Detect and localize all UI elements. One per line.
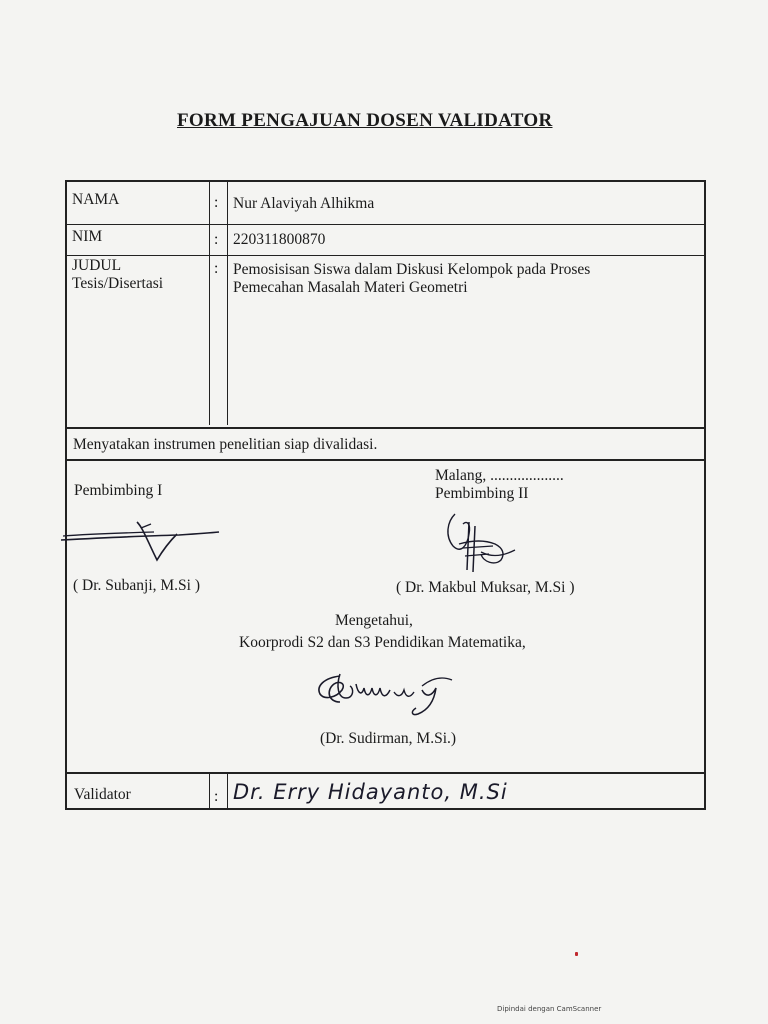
- judul-value-line-2: Pemecahan Masalah Materi Geometri: [233, 279, 468, 296]
- validator-colon: :: [214, 788, 219, 805]
- place-date: Malang, ...................: [435, 467, 564, 484]
- nama-value: Nur Alaviyah Alhikma: [233, 195, 375, 212]
- koorprodi-signature: [310, 664, 470, 724]
- judul-value-line-1: Pemosisisan Siswa dalam Diskusi Kelompok pada Proses: [233, 261, 591, 278]
- form-table: [65, 180, 706, 810]
- border-left: [65, 180, 67, 810]
- border-bottom: [67, 808, 706, 810]
- judul-label: JUDUL: [72, 257, 122, 274]
- pembimbing-1-name: ( Dr. Subanji, M.Si ): [73, 577, 201, 594]
- judul-sublabel: Tesis/Disertasi: [72, 275, 164, 292]
- mengetahui-text: Mengetahui,: [335, 612, 413, 629]
- nim-label: NIM: [72, 228, 103, 245]
- document-title: FORM PENGAJUAN DOSEN VALIDATOR: [177, 110, 553, 131]
- nama-colon: :: [214, 194, 219, 211]
- koorprodi-text: Koorprodi S2 dan S3 Pendidikan Matematika,: [239, 634, 526, 651]
- validator-handwritten-name: Dr. Erry Hidayanto, M.Si: [233, 780, 508, 804]
- col-divider-1: [209, 180, 210, 425]
- judul-colon: :: [214, 260, 219, 277]
- scanner-footer: Dipindai dengan CamScanner: [497, 1005, 602, 1013]
- validator-label: Validator: [74, 786, 131, 803]
- border-right: [704, 182, 706, 810]
- pembimbing-1-label: Pembimbing I: [74, 482, 163, 499]
- row-divider-statement: [65, 459, 705, 461]
- validator-col-divider-2: [227, 773, 228, 809]
- pembimbing-1-signature: [59, 514, 229, 564]
- border-top: [65, 180, 706, 182]
- nim-colon: :: [214, 231, 219, 248]
- koorprodi-name: (Dr. Sudirman, M.Si.): [320, 730, 457, 747]
- row-divider-judul: [65, 427, 705, 429]
- row-divider-nama: [65, 224, 705, 225]
- row-divider-nim: [65, 255, 705, 256]
- pembimbing-2-signature: [433, 510, 533, 580]
- red-ink-mark: [575, 952, 578, 956]
- pembimbing-2-name: ( Dr. Makbul Muksar, M.Si ): [396, 579, 575, 596]
- pembimbing-2-label: Pembimbing II: [435, 485, 529, 502]
- statement-text: Menyatakan instrumen penelitian siap divalidasi.: [73, 436, 378, 453]
- col-divider-2: [227, 180, 228, 425]
- nim-value: 220311800870: [233, 231, 326, 248]
- row-divider-signatures: [65, 772, 705, 774]
- validator-col-divider-1: [209, 773, 210, 809]
- nama-label: NAMA: [72, 191, 120, 208]
